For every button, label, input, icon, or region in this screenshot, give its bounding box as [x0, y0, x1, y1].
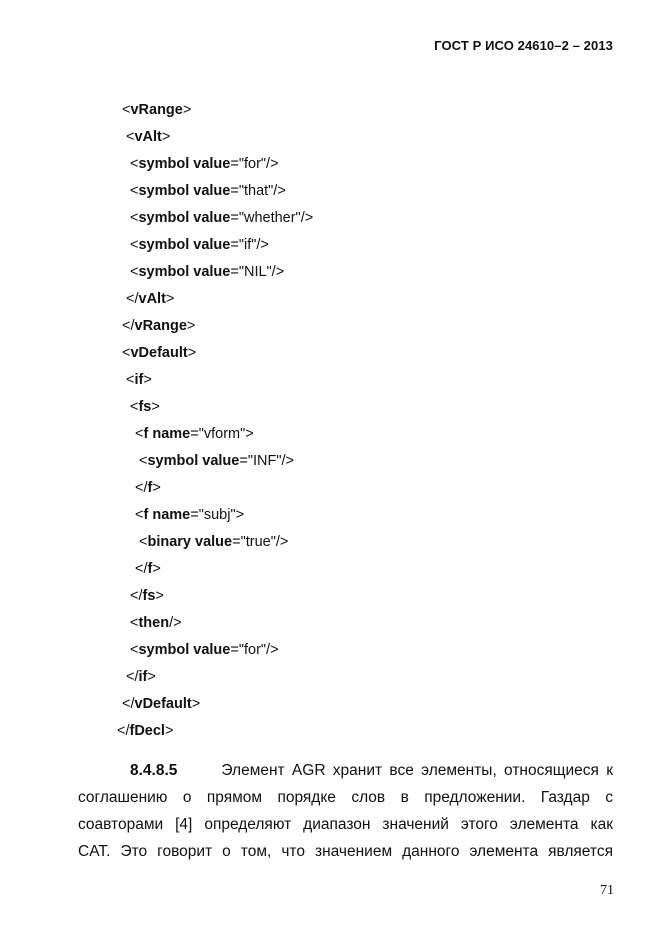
code-text: >	[165, 291, 175, 307]
code-text: <	[126, 129, 135, 145]
code-text: >	[143, 372, 152, 388]
code-line	[135, 505, 244, 525]
code-text: <	[130, 642, 139, 658]
code-text: >	[151, 399, 160, 415]
page-number: 71	[600, 883, 614, 898]
code-keyword: fs	[142, 588, 156, 604]
code-text: </	[126, 669, 139, 685]
code-line	[139, 451, 294, 471]
code-keyword: fDecl	[129, 723, 165, 739]
code-keyword: symbol	[138, 264, 190, 280]
code-keyword: value	[193, 264, 231, 280]
code-text: </	[122, 318, 135, 334]
code-line	[130, 586, 164, 606]
code-keyword: value	[193, 237, 231, 253]
code-keyword: value	[193, 642, 231, 658]
code-keyword: value	[193, 183, 231, 199]
code-text: >	[152, 561, 161, 577]
paragraph-line: CAT. Это говорит о том, что значением данного элемента является	[78, 843, 613, 860]
code-text: </	[135, 480, 148, 496]
paragraph-text: Элемент AGR хранит все элементы, относящиеся к	[221, 762, 613, 779]
code-keyword: fs	[138, 399, 152, 415]
code-line	[126, 370, 152, 390]
code-text: <	[135, 426, 144, 442]
paragraph-line: соглашению о прямом порядке слов в предложении. Газдар с	[78, 789, 613, 806]
code-keyword: f	[147, 480, 153, 496]
code-keyword: name	[152, 426, 191, 442]
code-line	[130, 640, 279, 660]
code-keyword: value	[195, 534, 233, 550]
code-line	[126, 127, 170, 147]
code-text: ="NIL"/>	[230, 264, 285, 280]
code-line	[130, 208, 313, 228]
code-text: />	[169, 615, 182, 631]
code-keyword: vRange	[130, 102, 183, 118]
code-text: <	[130, 156, 139, 172]
code-line	[130, 262, 284, 282]
code-line	[135, 559, 161, 579]
code-text: ="for"/>	[230, 156, 279, 172]
code-text: ="true"/>	[232, 534, 289, 550]
code-text: >	[161, 129, 171, 145]
code-keyword: value	[193, 210, 231, 226]
paragraph-line	[78, 757, 613, 784]
code-keyword: symbol	[138, 156, 190, 172]
section-paragraph	[78, 757, 613, 865]
code-line	[117, 721, 173, 741]
code-text: >	[147, 669, 156, 685]
code-line	[126, 667, 156, 687]
code-keyword: symbol	[138, 642, 190, 658]
code-line	[130, 154, 279, 174]
code-text: >	[187, 345, 197, 361]
code-keyword: symbol	[138, 183, 190, 199]
code-text: ="if"/>	[230, 237, 269, 253]
code-text: >	[155, 588, 164, 604]
code-keyword: symbol	[147, 453, 199, 469]
code-line	[139, 532, 288, 552]
document-header: ГОСТ Р ИСО 24610–2 – 2013	[434, 38, 613, 53]
code-text: >	[182, 102, 192, 118]
code-text: <	[130, 615, 139, 631]
code-keyword: symbol	[138, 237, 190, 253]
code-line	[130, 397, 160, 417]
code-keyword: vAlt	[138, 291, 166, 307]
code-keyword: binary	[147, 534, 191, 550]
code-text: </	[130, 588, 143, 604]
code-line	[130, 181, 286, 201]
code-text: <	[130, 210, 139, 226]
code-line	[126, 289, 174, 309]
code-text: ="subj">	[190, 507, 245, 523]
code-text: >	[152, 480, 161, 496]
code-text: <	[130, 183, 139, 199]
code-text: <	[139, 534, 148, 550]
code-text: </	[122, 696, 135, 712]
code-text: ="vform">	[190, 426, 254, 442]
code-line	[135, 478, 161, 498]
code-line	[122, 316, 195, 336]
code-keyword: if	[134, 372, 144, 388]
code-line	[130, 613, 182, 633]
code-text: >	[164, 723, 174, 739]
code-text: <	[122, 102, 131, 118]
code-text: ="that"/>	[230, 183, 286, 199]
code-keyword: f	[143, 426, 149, 442]
code-keyword: value	[193, 156, 231, 172]
code-keyword: symbol	[138, 210, 190, 226]
code-line	[130, 235, 269, 255]
code-text: ="whether"/>	[230, 210, 314, 226]
code-text: >	[186, 318, 196, 334]
code-line	[122, 694, 200, 714]
paragraph-line: соавторами [4] определяют диапазон значений этого элемента как	[78, 816, 613, 833]
code-text: </	[135, 561, 148, 577]
code-line	[135, 424, 254, 444]
code-text: </	[117, 723, 130, 739]
code-keyword: vAlt	[134, 129, 162, 145]
code-text: <	[130, 237, 139, 253]
code-text: <	[126, 372, 135, 388]
code-keyword: value	[202, 453, 240, 469]
code-keyword: vRange	[134, 318, 187, 334]
code-text: ="for"/>	[230, 642, 279, 658]
code-text: >	[191, 696, 201, 712]
code-line	[122, 100, 191, 120]
code-text: <	[122, 345, 131, 361]
code-text: </	[126, 291, 139, 307]
code-keyword: name	[152, 507, 191, 523]
code-text: ="INF"/>	[239, 453, 294, 469]
code-keyword: f	[143, 507, 149, 523]
code-text: <	[139, 453, 148, 469]
code-keyword: vDefault	[134, 696, 192, 712]
code-keyword: vDefault	[130, 345, 188, 361]
code-line	[122, 343, 196, 363]
code-keyword: if	[138, 669, 148, 685]
code-text: <	[130, 399, 139, 415]
section-number: 8.4.8.5	[130, 762, 178, 779]
code-keyword: f	[147, 561, 153, 577]
code-text: <	[130, 264, 139, 280]
code-text: <	[135, 507, 144, 523]
code-keyword: then	[138, 615, 170, 631]
